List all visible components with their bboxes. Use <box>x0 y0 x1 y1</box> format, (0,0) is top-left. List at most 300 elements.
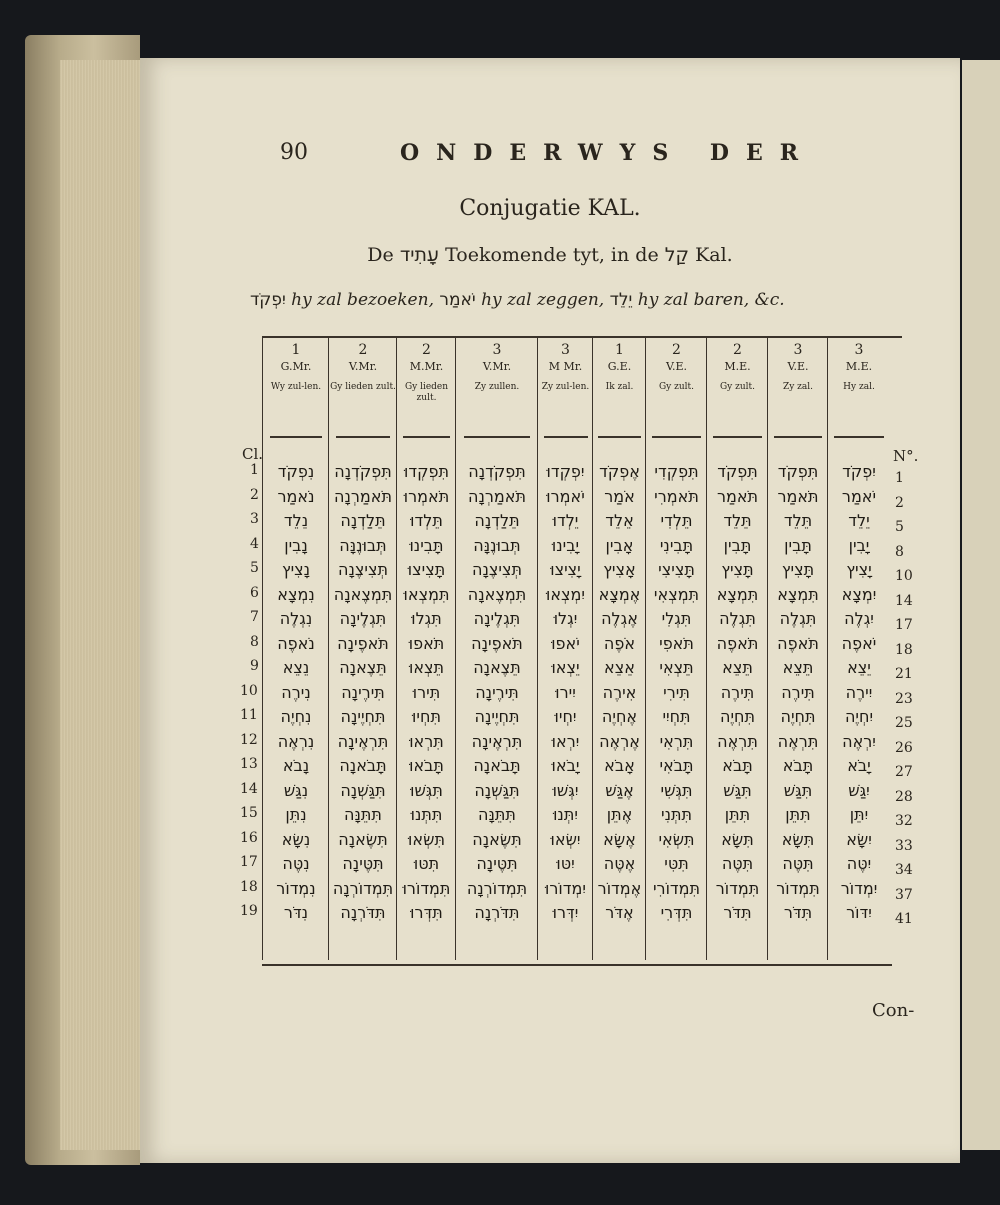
table-cell: תִּשְּׂאוּ <box>408 829 445 849</box>
column-header <box>456 342 538 393</box>
column-number: 1 <box>291 342 301 358</box>
table-cell: תִּמְצְאוּ <box>403 584 450 604</box>
table-column <box>455 338 538 960</box>
table-cell: יִגְלוּ <box>553 609 578 628</box>
table-cell: אִירֶה <box>602 682 637 702</box>
table-cell: תִּחְיֶינָה <box>474 707 520 726</box>
table-cell: תִּדֹּר <box>783 903 813 922</box>
example-hebrew: יֵלֵד <box>609 290 633 310</box>
row-label: 3 <box>250 511 259 527</box>
row-label: 2 <box>250 486 259 503</box>
number-value: 23 <box>895 690 913 707</box>
table-cell: תִּתֵּנָּה <box>478 805 516 824</box>
table-cell: תִּירִי <box>663 682 690 702</box>
column-translation: Gy lieden zult. <box>330 382 396 392</box>
table-cell: תִּמְצֶאנָה <box>467 584 527 604</box>
facing-page <box>962 60 1000 1150</box>
table-cell: יָבֹאוּ <box>551 756 580 775</box>
number-value: 5 <box>895 519 904 535</box>
table-cell: נָצִיץ <box>281 560 311 579</box>
table-cell: נֵלֵד <box>283 511 309 530</box>
table-cell: תִּחְיֶה <box>720 707 755 726</box>
number-value: 10 <box>895 568 913 584</box>
table-cell: יָבִינוּ <box>551 535 580 555</box>
table-cell: יִתֵּן <box>849 805 869 824</box>
table-cell: תֹּאמַרְנָה <box>468 486 526 506</box>
table-cell: יֵלְדוּ <box>552 511 579 530</box>
table-cell: תִּדֹּרְנָה <box>474 903 520 922</box>
table-cell: תִּדֹּרְנָה <box>340 903 386 922</box>
table-cell: תָּבֹאנָה <box>339 756 387 775</box>
number-value: 21 <box>895 666 913 682</box>
table-cell: אֹפֶה <box>603 633 636 653</box>
table-cell: תִּרְאֶינָה <box>471 731 523 751</box>
table-cell: יִמְצְאוּ <box>546 584 585 604</box>
table-cell: תָּבִינוּ <box>409 535 444 555</box>
column-translation: Wy zul-len. <box>270 382 322 392</box>
table-cell: תִּמְדוֹרְנָה <box>466 878 528 898</box>
table-cell: תִּגְלֶינָה <box>473 609 521 628</box>
column-header <box>707 342 768 393</box>
table-cell: תִּגְלִי <box>661 609 692 628</box>
column-person: V.E. <box>665 360 688 373</box>
table-cell: יִמְצָא <box>841 584 877 604</box>
table-cell: תִּשָּׂא <box>781 829 815 849</box>
column-rule <box>652 436 701 438</box>
table-cell: תִּרְאוּ <box>409 731 444 751</box>
table-cell: יִשָּׂא <box>846 829 872 849</box>
column-number: 3 <box>793 342 803 358</box>
table-cell: יֵלֵד <box>848 511 870 530</box>
conjugation-table <box>262 336 902 966</box>
table-cell: תִּמְדוֹרוּ <box>402 878 451 898</box>
table-cell: יֹאפֶה <box>841 633 877 653</box>
table-column <box>827 338 890 960</box>
table-cell: נִגְלֶה <box>279 609 313 628</box>
column-person: V.Mr. <box>482 360 512 373</box>
table-cell: תִּמְצְאִי <box>653 584 700 604</box>
table-cell: תִּירֶינָה <box>341 682 385 702</box>
table-cell: תִּגַּשׁ <box>783 780 813 800</box>
table-cell: תִּפְקֹד <box>777 462 819 481</box>
table-cell: תִּרְאֶה <box>717 731 758 751</box>
table-cell: יִדּוֹר <box>846 903 872 922</box>
column-header <box>768 342 828 393</box>
table-cell: תִּגְלֶה <box>779 609 817 628</box>
table-cell: תֹּאמְרִי <box>654 486 699 506</box>
table-cell: יִטּוּ <box>556 854 575 873</box>
table-column <box>396 338 456 960</box>
table-cell: תִּמְדוֹר <box>776 878 820 898</box>
table-cell: תִּגַּשׁ <box>723 780 752 800</box>
table-cell: תְּצִיצֶנָה <box>472 560 522 579</box>
table-cell: יָבִין <box>848 535 870 555</box>
table-cell: יִגַּשׁ <box>848 780 870 800</box>
table-cell: יָבֹא <box>847 756 871 775</box>
table-cell: תִּרְאִי <box>659 731 694 751</box>
table-cell: יִפְקְדוּ <box>546 462 585 481</box>
table-cell: נִדֹּר <box>283 903 309 922</box>
table-cell: נִגַּשׁ <box>283 780 309 800</box>
row-label: 6 <box>250 584 259 601</box>
table-cell: תִּטֶּינָה <box>342 854 384 873</box>
example-gloss: hy zal zeggen, <box>481 290 605 310</box>
column-header <box>397 342 456 404</box>
table-cell: תָּצִיצִי <box>658 560 695 579</box>
column-number: 3 <box>492 342 502 358</box>
table-cell: תֵּצֶאנָה <box>339 658 387 677</box>
table-cell: יִירֶה <box>845 682 873 702</box>
column-rule <box>774 436 822 438</box>
table-cell: תָּצִיץ <box>721 560 754 579</box>
table-cell: תֹּאמַר <box>777 486 819 506</box>
table-cell: נֹאמַר <box>277 486 315 506</box>
number-value: 34 <box>895 862 913 878</box>
table-cell: נִירֶה <box>281 682 311 702</box>
number-value: 28 <box>895 788 913 805</box>
table-cell: תִּמְצָא <box>716 584 759 604</box>
column-header <box>593 342 646 393</box>
table-cell: תִּחְיִי <box>662 707 691 726</box>
table-cell: תֵּצֵא <box>782 658 814 677</box>
number-value: 32 <box>895 813 913 829</box>
column-translation: Zy zal. <box>782 382 814 392</box>
row-label: 1 <box>250 462 259 478</box>
table-cell: אֶחְיֶה <box>601 707 638 726</box>
table-cell: נִמְצָא <box>277 584 315 604</box>
table-cell: יִפְקֹד <box>842 462 876 481</box>
number-value: 2 <box>895 494 904 511</box>
table-cell: תִּמְדוֹרְנָה <box>332 878 394 898</box>
class-label: Cl. <box>242 445 264 463</box>
table-cell: אָצִיץ <box>603 560 636 579</box>
table-cell: תָּצִיצוּ <box>407 560 446 579</box>
column-rule <box>403 436 450 438</box>
column-number: 1 <box>615 342 624 358</box>
number-value: 14 <box>895 592 913 609</box>
table-bottom-rule <box>262 964 892 966</box>
page-edges <box>60 60 140 1150</box>
heading-pre: De <box>367 244 394 266</box>
table-cell: אֶגַּשׁ <box>605 780 634 800</box>
table-cell: תִּטֶּה <box>782 854 814 873</box>
table-cell: יִרְאוּ <box>551 731 580 751</box>
number-value: 33 <box>895 837 913 854</box>
table-cell: תָּבֹאִי <box>659 756 694 775</box>
table-cell: יִגְּשׁוּ <box>552 780 579 800</box>
table-cell: תָּבֹאוּ <box>409 756 444 775</box>
table-cell: תִּמְצָא <box>777 584 819 604</box>
table-column <box>262 338 329 960</box>
table-cell: תָּצִיץ <box>781 560 815 579</box>
table-cell: תִּרְאֶינָה <box>337 731 389 751</box>
table-cell: יִדְּרוּ <box>552 903 579 922</box>
table-cell: תְּצִיצֶנָה <box>338 560 388 579</box>
table-cell: תִּפְקֹדְנָה <box>468 462 526 481</box>
table-cell: תִּמְצֶאנָה <box>333 584 393 604</box>
page-title: Conjugatie KAL. <box>459 196 641 221</box>
table-cell: תִּטִּי <box>664 854 689 873</box>
table-cell: תִּשֶּׂאנָה <box>472 829 522 849</box>
row-label: 10 <box>240 682 258 699</box>
row-label: 4 <box>250 535 259 552</box>
table-cell: תֵּלֵד <box>723 511 752 530</box>
table-cell: אֶמְצָא <box>598 584 641 604</box>
table-cell: אֵלֵד <box>605 511 634 530</box>
table-cell: נִחְיֶה <box>280 707 312 726</box>
table-cell: תִּגְּשִׁי <box>660 780 693 800</box>
table-cell: נִרְאֶה <box>277 731 315 751</box>
table-column <box>537 338 593 960</box>
row-label: 17 <box>240 854 258 870</box>
row-label: 8 <box>250 633 259 650</box>
table-cell: נִטֶּה <box>282 854 310 873</box>
example-gloss: hy zal baren, &c. <box>637 290 785 310</box>
row-label: 16 <box>240 829 258 846</box>
table-cell: תִּחְיוּ <box>412 707 441 726</box>
table-cell: תָּבִינִי <box>659 535 694 555</box>
table-cell: תֵּלֵד <box>783 511 813 530</box>
table-cell: יִחְיוּ <box>554 707 577 726</box>
table-cell: יִמְדוֹר <box>840 878 878 898</box>
table-cell: תֵּלְדִי <box>660 511 693 530</box>
table-column <box>706 338 768 960</box>
number-value: 17 <box>895 617 913 633</box>
table-column <box>592 338 646 960</box>
column-person: M.E. <box>845 360 873 373</box>
table-cell: תִּטּוּ <box>413 854 440 873</box>
table-cell: תִּמְדוֹרִי <box>652 878 701 898</box>
column-translation: Gy lieden zult. <box>404 382 449 403</box>
number-value: 26 <box>895 739 913 756</box>
row-label: 7 <box>250 609 259 625</box>
row-label: 11 <box>240 707 258 723</box>
table-cell: תִּשָּׂא <box>721 829 754 849</box>
table-cell: תִּגְלֶינָה <box>339 609 387 628</box>
number-label: N°. <box>893 447 919 465</box>
table-cell: נָבֹא <box>282 756 310 775</box>
heading-hebrew: עָתִיד <box>399 244 440 266</box>
table-cell: אֶרְאֶה <box>599 731 640 751</box>
column-number: 3 <box>854 342 864 358</box>
table-cell: תֹּאפוּ <box>408 633 445 653</box>
table-cell: יִירוּ <box>555 682 576 702</box>
table-cell: תִּירֶה <box>781 682 815 702</box>
table-cell: תָּבֹאנָה <box>473 756 521 775</box>
table-cell: יִתְּנוּ <box>553 805 578 824</box>
number-value: 41 <box>895 911 913 927</box>
table-cell: נִפְקֹד <box>277 462 315 481</box>
table-cell: נֹאפֶה <box>277 633 315 653</box>
table-cell: נֵצֵא <box>282 658 310 677</box>
table-cell: תָּבִין <box>784 535 812 555</box>
heading-hebrew-kal: קַל <box>664 244 690 266</box>
table-cell: תִּפְקְדִי <box>654 462 699 481</box>
table-cell: יָצִיצוּ <box>550 560 581 579</box>
table-cell: תִּגַּשְׁנָה <box>340 780 386 800</box>
table-cell: אֹמַר <box>604 486 635 506</box>
example-gloss: hy zal bezoeken, <box>291 290 434 310</box>
table-cell: יֹאמַר <box>841 486 877 506</box>
table-cell: תֹּאמַרְנָה <box>334 486 392 506</box>
table-cell: תִּטֶּינָה <box>476 854 518 873</box>
number-value: 37 <box>895 886 913 903</box>
column-person: M Mr. <box>548 360 583 373</box>
catchword: Con- <box>872 1000 915 1021</box>
table-cell: תֹּאפֶינָה <box>471 633 523 653</box>
table-cell: תֵּצְאִי <box>659 658 694 677</box>
table-cell: תִּגְּשׁוּ <box>410 780 443 800</box>
table-cell: תֹּאמְרוּ <box>403 486 450 506</box>
table-cell: תֵּצֶאנָה <box>473 658 521 677</box>
table-cell: תִּמְדוֹר <box>715 878 760 898</box>
table-cell: תִּירוּ <box>412 682 441 702</box>
column-translation: Hy zal. <box>843 382 875 392</box>
table-cell: תְּבוּנֶנָּה <box>473 535 521 555</box>
table-cell: תִּטֶּה <box>721 854 754 873</box>
table-cell: נִמְדוֹר <box>276 878 316 898</box>
table-cell: אֶשָּׂא <box>603 829 636 849</box>
column-rule <box>834 436 884 438</box>
row-label: 13 <box>240 756 258 772</box>
column-header <box>646 342 707 393</box>
table-cell: תֵּלְדוּ <box>410 511 443 530</box>
table-cell: תָּבֹא <box>782 756 814 775</box>
table-cell: תִּגַּשְׁנָה <box>474 780 520 800</box>
table-cell: יָצִיץ <box>846 560 872 579</box>
column-person: G.E. <box>607 360 632 373</box>
table-cell: תֵּצֵא <box>722 658 753 677</box>
table-cell: תֹּאפֶינָה <box>337 633 389 653</box>
table-cell: אֶדֹּר <box>605 903 634 922</box>
table-cell: תִּחְיֶינָה <box>340 707 386 726</box>
column-person: G.Mr. <box>280 360 312 373</box>
table-cell: תִּתְּנִי <box>660 805 692 824</box>
number-value: 1 <box>895 470 904 486</box>
table-cell: תֵּצְאוּ <box>408 658 445 677</box>
column-header <box>263 342 329 393</box>
column-person: M.E. <box>724 360 751 373</box>
heading-post: Kal. <box>695 244 733 266</box>
running-head: ONDERWYS DER <box>400 140 816 166</box>
row-label: 9 <box>250 658 259 674</box>
column-rule <box>544 436 588 438</box>
table-cell: יֵצְאוּ <box>551 658 580 677</box>
table-cell: תִּפְקֹדְנָה <box>334 462 392 481</box>
column-rule <box>598 436 640 438</box>
number-value: 25 <box>895 715 913 731</box>
number-value: 18 <box>895 641 913 658</box>
table-cell: תִּגְלֶה <box>719 609 756 628</box>
table-cell: תֵּלַדְנָה <box>340 511 386 530</box>
table-cell: אֵצֵא <box>604 658 635 677</box>
table-cell: תֹּאמַר <box>716 486 759 506</box>
table-cell: תֵּלַדְנָה <box>474 511 520 530</box>
example-hebrew: יִפְקֹד <box>250 290 286 310</box>
column-number: 2 <box>422 342 431 358</box>
table-column <box>645 338 707 960</box>
column-rule <box>464 436 530 438</box>
column-rule <box>713 436 762 438</box>
table-cell: אֶמְדוֹר <box>597 878 642 898</box>
column-number: 2 <box>733 342 742 358</box>
column-rule <box>336 436 390 438</box>
row-label: 15 <box>240 805 258 821</box>
table-cell: תִּתֵּן <box>724 805 751 824</box>
page-number: 90 <box>280 140 308 165</box>
column-person: V.Mr. <box>348 360 378 373</box>
table-cell: תָּבִין <box>723 535 752 555</box>
table-cell: תִּירֶה <box>720 682 755 702</box>
row-label: 12 <box>240 731 258 748</box>
table-column <box>767 338 828 960</box>
table-cell: יִמְדוֹרוּ <box>545 878 586 898</box>
table-cell: תִּפְקְדוּ <box>404 462 449 481</box>
row-label: 19 <box>240 903 258 919</box>
table-cell: אֶתֵּן <box>606 805 633 824</box>
table-cell: תִּדֹּר <box>723 903 752 922</box>
column-number: 2 <box>358 342 368 358</box>
table-cell: נָבִין <box>284 535 308 555</box>
table-cell: תִּירֶינָה <box>475 682 519 702</box>
table-cell: נִתֵּן <box>285 805 307 824</box>
column-header <box>538 342 593 393</box>
column-translation: Zy zullen. <box>474 382 520 392</box>
table-cell: יִחְיֶה <box>844 707 874 726</box>
table-cell: תְּבוּנֶנָּה <box>339 535 387 555</box>
example-line <box>250 290 900 310</box>
table-cell: תִּחְיֶה <box>780 707 816 726</box>
column-header <box>329 342 397 393</box>
table-cell: תֹּאפִי <box>659 633 694 653</box>
table-column <box>328 338 397 960</box>
column-person: M.Mr. <box>409 360 444 373</box>
row-label: 5 <box>250 560 259 576</box>
table-cell: תִּשֶּׂאנָה <box>338 829 388 849</box>
number-value: 27 <box>895 764 913 780</box>
table-cell: תִּגְלוּ <box>411 609 442 628</box>
table-cell: אָבִין <box>605 535 634 555</box>
table-cell: תִּדְּרִי <box>660 903 693 922</box>
running-header <box>280 140 820 170</box>
table-cell: תִּתֵּנָּה <box>344 805 382 824</box>
table-cell: יֹאפוּ <box>551 633 580 653</box>
number-value: 8 <box>895 543 904 560</box>
row-label: 18 <box>240 878 258 895</box>
table-cell: תִּפְקֹד <box>717 462 758 481</box>
section-heading <box>140 244 960 266</box>
column-translation: Ik zal. <box>605 382 634 392</box>
table-cell: יִגְלֶה <box>844 609 874 628</box>
table-cell: תֹּאפֶה <box>777 633 819 653</box>
table-cell: יֹאמְרוּ <box>546 486 585 506</box>
column-translation: Gy zult. <box>658 382 695 392</box>
table-cell: נִשָּׂא <box>281 829 311 849</box>
column-number: 2 <box>672 342 681 358</box>
table-cell: יִרְאֶה <box>842 731 876 751</box>
heading-mid: Toekomende tyt, in de <box>445 244 659 266</box>
table-cell: אָבֹא <box>604 756 635 775</box>
column-translation: Zy zul-len. <box>541 382 590 392</box>
table-cell: תִּדְּרוּ <box>410 903 443 922</box>
column-person: V.E. <box>787 360 809 373</box>
row-label: 14 <box>240 780 258 797</box>
table-cell: אֶגְלֶה <box>601 609 638 628</box>
table-cell: תֹּאפֶה <box>716 633 759 653</box>
column-header <box>828 342 890 393</box>
column-number: 3 <box>561 342 570 358</box>
table-cell: תִּתְּנוּ <box>410 805 443 824</box>
